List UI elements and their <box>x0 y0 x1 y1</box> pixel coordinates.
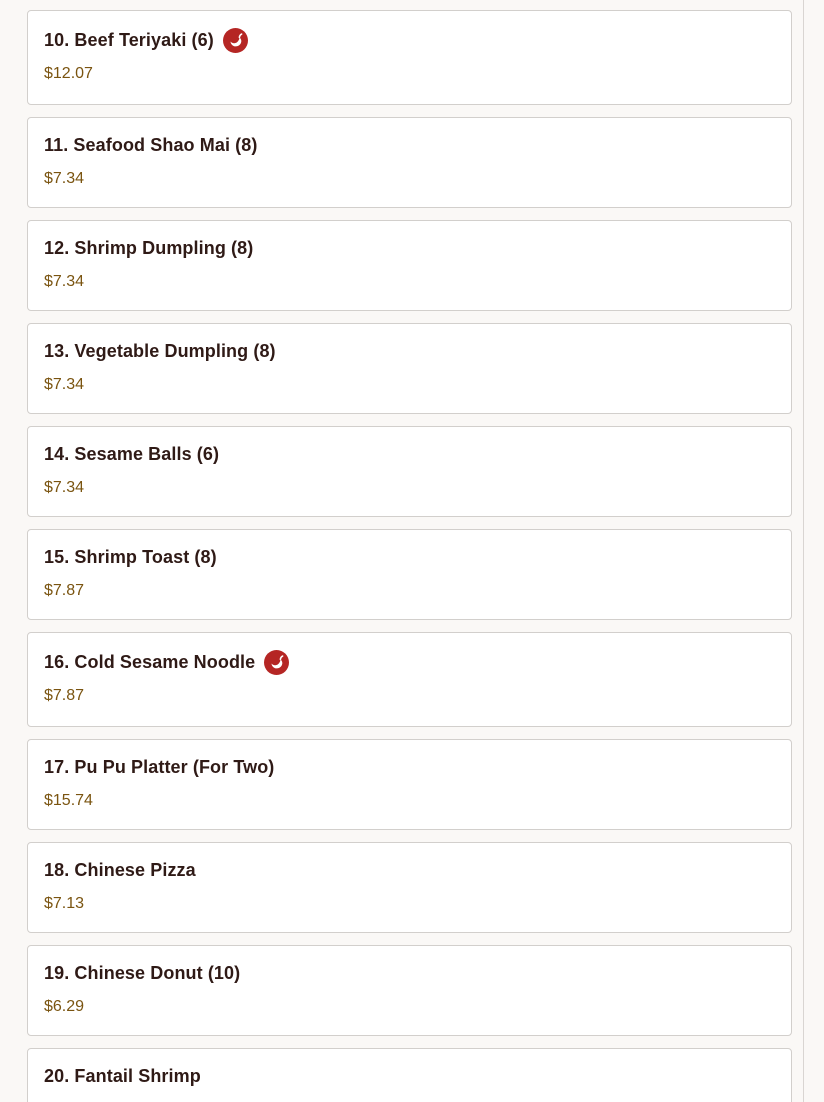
menu-item-name: 14. Sesame Balls (6) <box>44 443 220 464</box>
menu-item-name: 10. Beef Teriyaki (6) <box>44 29 214 50</box>
menu-item-card[interactable] <box>27 10 792 105</box>
menu-item-card[interactable] <box>27 220 792 311</box>
menu-item-name: 17. Pu Pu Platter (For Two) <box>44 756 275 777</box>
menu-item-name: 15. Shrimp Toast (8) <box>44 546 217 567</box>
menu-item-name-row <box>44 237 775 259</box>
menu-item-price: $7.34 <box>44 376 85 393</box>
menu-item-name: 16. Cold Sesame Noodle <box>44 651 256 672</box>
menu-item-card[interactable] <box>27 426 792 517</box>
menu-item-price: $6.29 <box>44 998 85 1015</box>
menu-item-name: 11. Seafood Shao Mai (8) <box>44 134 258 155</box>
menu-item-price: $7.34 <box>44 170 85 187</box>
menu-item-name-row <box>44 1065 775 1087</box>
menu-item-price: $7.87 <box>44 687 85 704</box>
menu-item-name-row <box>44 859 775 881</box>
menu-item-card[interactable] <box>27 529 792 620</box>
menu-item-name-row <box>44 443 775 465</box>
menu-item-price: $15.74 <box>44 792 93 809</box>
menu-item-name: 18. Chinese Pizza <box>44 859 196 880</box>
menu-item-price: $12.07 <box>44 65 93 82</box>
menu-item-name-row <box>44 27 775 53</box>
menu-item-card[interactable] <box>27 1048 792 1102</box>
menu-item-name-row <box>44 649 775 675</box>
chili-pepper-icon <box>264 650 289 675</box>
menu-item-card[interactable] <box>27 842 792 933</box>
menu-item-list <box>27 10 792 1102</box>
menu-item-price: $7.34 <box>44 273 85 290</box>
content-divider <box>803 0 804 1102</box>
menu-item-price: $7.13 <box>44 895 85 912</box>
menu-item-card[interactable] <box>27 945 792 1036</box>
menu-item-card[interactable] <box>27 632 792 727</box>
menu-item-name: 13. Vegetable Dumpling (8) <box>44 340 276 361</box>
menu-item-name-row <box>44 134 775 156</box>
menu-item-name-row <box>44 962 775 984</box>
menu-item-name-row <box>44 340 775 362</box>
chili-pepper-icon <box>223 28 248 53</box>
menu-item-name: 19. Chinese Donut (10) <box>44 962 241 983</box>
menu-item-name-row <box>44 546 775 568</box>
menu-item-price: $7.87 <box>44 582 85 599</box>
menu-item-name: 12. Shrimp Dumpling (8) <box>44 237 254 258</box>
menu-item-name-row <box>44 756 775 778</box>
menu-item-card[interactable] <box>27 739 792 830</box>
menu-item-price: $7.34 <box>44 479 85 496</box>
menu-item-card[interactable] <box>27 117 792 208</box>
menu-item-card[interactable] <box>27 323 792 414</box>
menu-item-name: 20. Fantail Shrimp <box>44 1065 201 1086</box>
